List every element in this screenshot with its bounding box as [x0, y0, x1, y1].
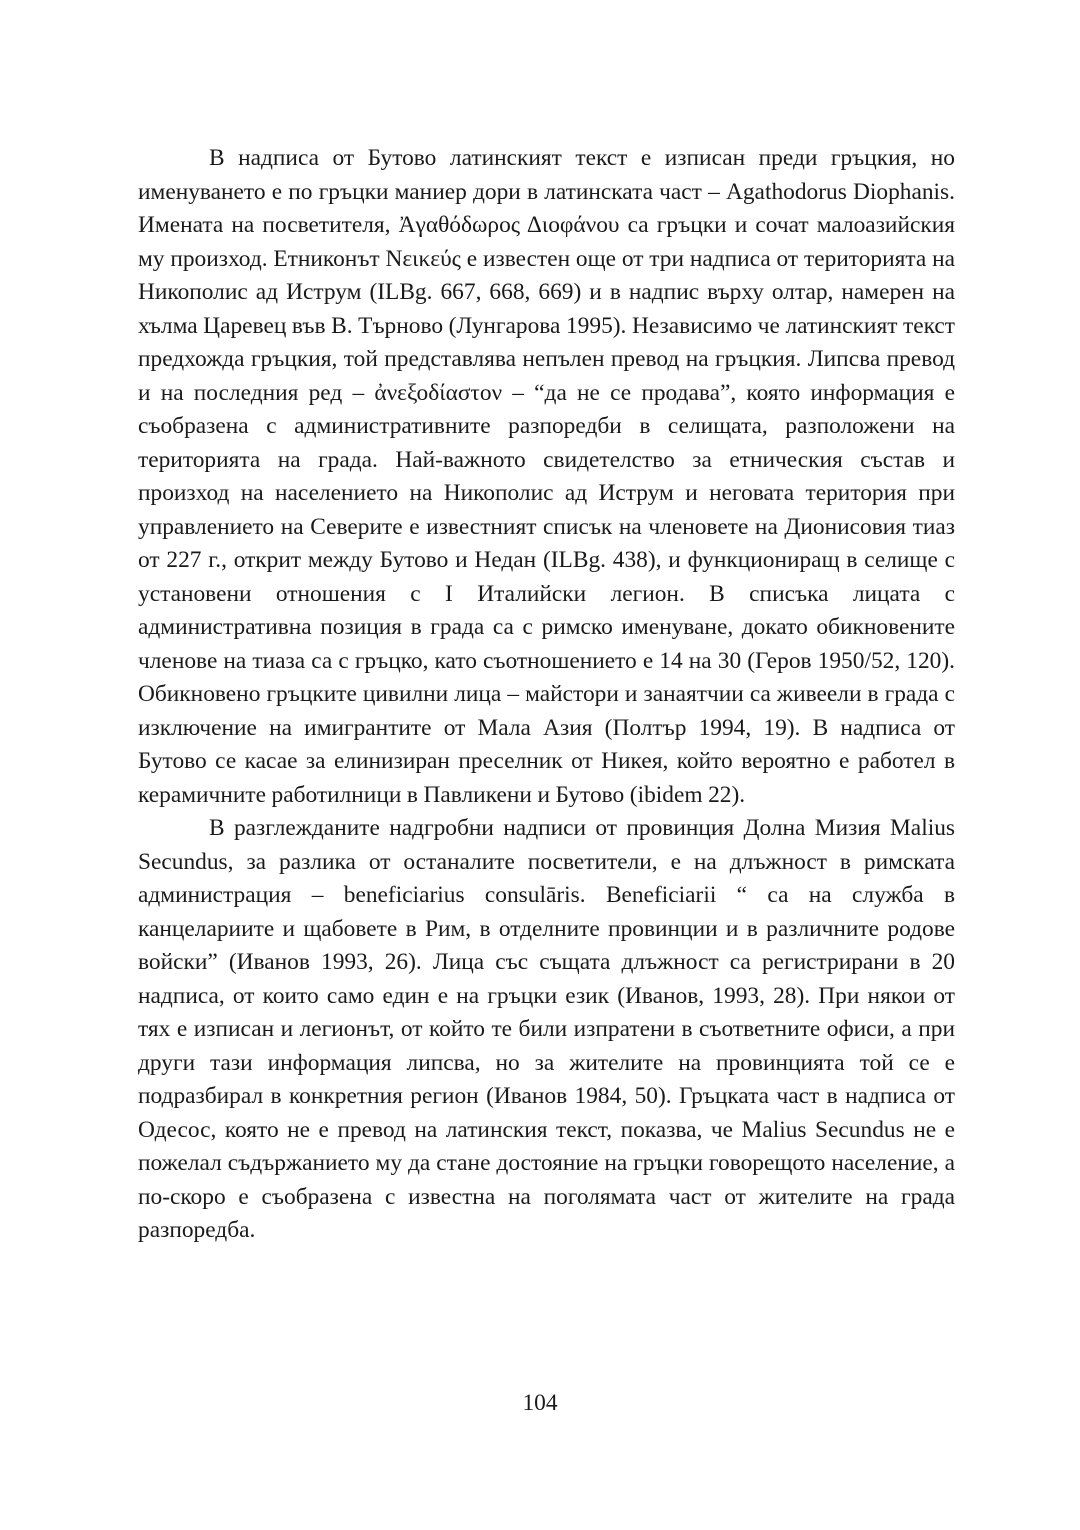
paragraph-1: В надписа от Бутово латинският текст е изписан преди гръцкия, но именуването е по гръцки маниер дори в латинската част – Agathodorus Diophanis. Имената на посветителя, Ἀγαθόδωρος Διοφάνου са гръцки и сочат малоазийския му произход. Етниконът Νεικεύς е известен още от три надписа от територията на Никополис ад Иструм (ILBg. 667, 668, 669) и в надпис върху олтар, намерен на хълма Царевец във В. Търново (Лунгарова 1995). Независимо че латинският текст предхожда гръцкия, той представлява непълен превод на гръцкия. Липсва превод и на последния ред – ἀνεξοδίαστον – “да не се продава”, която информация е съобразена с административните разпоредби в селищата, разположени на територията на града. Най-важното свидетелство за етническия състав и произход на населението на Никополис ад Иструм и неговата територия при управлението на Северите е известният списък на членовете на Дионисовия тиаз от 227 г., открит между Бутово и Недан (ILBg. 438), и функциониращ в селище с установени отношения с I Италийски легион. В списъка лицата с административна позиция в града са с римско именуване, докато обикновените членове на тиаза са с гръцко, като съотношението е 14 на 30 (Геров 1950/52, 120). Обикновено гръцките цивилни лица – майстори и занаятчии са живеели в града с изключение на имигрантите от Мала Азия (Полтър 1994, 19). В надписа от Бутово се касае за елинизиран преселник от Никея, който вероятно е работел в керамичните работилници в Павликени и Бутово (ibidem 22).	[138, 145, 955, 808]
page-number: 104	[522, 1390, 558, 1416]
body-text	[138, 142, 955, 1248]
paragraph-2: В разглежданите надгробни надписи от провинция Долна Мизия Malius Secundus, за разлика от останалите посветители, е на длъжност в римската администрация – beneficiarius consulāris. Beneficiarii “ са на служба в канцелариите и щабовете в Рим, в отделните провинции и в различните родове войски” (Иванов 1993, 26). Лица със същата длъжност са регистрирани в 20 надписа, от които само един е на гръцки език (Иванов, 1993, 28). При някои от тях е изписан и легионът, от който те били изпратени в съответните офиси, а при други тази информация липсва, но за жителите на провинцията той се е подразбирал в конкретния регион (Иванов 1984, 50). Гръцката част в надписа от Одесос, която не е превод на латинския текст, показва, че Malius Secundus не е пожелал съдържанието му да стане достояние на гръцки говорещото население, а по-скоро е съобразена с известна на поголямата част от жителите на града разпоредба.	[138, 815, 955, 1243]
